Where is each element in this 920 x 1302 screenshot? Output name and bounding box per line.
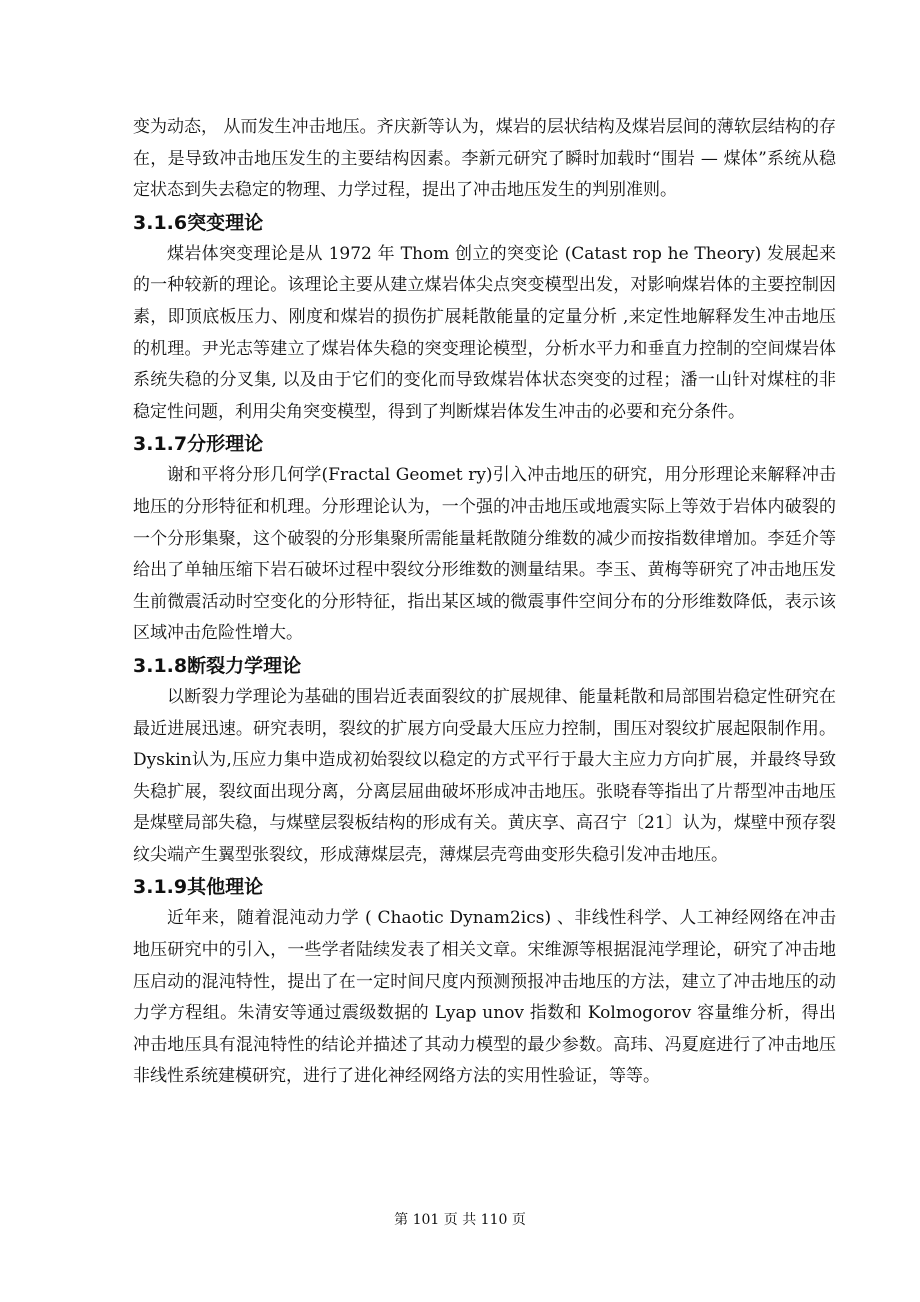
- paragraph-catastrophe-theory: 煤岩体突变理论是从 1972 年 Thom 创立的突变论 (Catast rop he Theory) 发展起来的一种较新的理论。该理论主要从建立煤岩体尖点突变模型出发，对影响煤岩体的主要控制因素，即顶底板压力、刚度和煤岩的损伤扩展耗散能量的定量分析 ,来定性地解释发生冲击地压的机理。尹光志等建立了煤岩体失稳的突变理论模型，分析水平力和垂直力控制的空间煤岩体系统失稳的分叉集, 以及由于它们的变化而导致煤岩体状态突变的过程；潘一山针对煤柱的非稳定性问题，利用尖角突变模型，得到了判断煤岩体发生冲击的必要和充分条件。: [133, 243, 836, 422]
- paragraph-other-theories: 近年来，随着混沌动力学 ( Chaotic Dynam2ics) 、非线性科学、人工神经网络在冲击地压研究中的引入，一些学者陆续发表了相关文章。宋维源等根据混沌学理论，研究了冲击地压启动的混沌特性，提出了在一定时间尺度内预测预报冲击地压的方法，建立了冲击地压的动力学方程组。朱清安等通过震级数据的 Lyap unov 指数和 Kolmogorov 容量维分析，得出冲击地压具有混沌特性的结论并描述了其动力模型的最少参数。高玮、冯夏庭进行了冲击地压非线性系统建模研究，进行了进化神经网络方法的实用性验证，等等。: [133, 908, 836, 1087]
- heading-3-1-8: 3.1.8断裂力学理论: [133, 654, 302, 677]
- document-body: [133, 112, 836, 1093]
- paragraph-intro: 变为动态， 从而发生冲击地压。齐庆新等认为，煤岩的层状结构及煤岩层间的薄软层结构的存在，是导致冲击地压发生的主要结构因素。李新元研究了瞬时加载时“围岩 — 煤体”系统从稳定状态到失去稳定的物理、力学过程，提出了冲击地压发生的判别准则。: [133, 117, 836, 201]
- paragraph-fractal-theory: 谢和平将分形几何学(Fractal Geomet ry)引入冲击地压的研究，用分形理论来解释冲击地压的分形特征和机理。分形理论认为，一个强的冲击地压或地震实际上等效于岩体内破裂的一个分形集聚，这个破裂的分形集聚所需能量耗散随分维数的减少而按指数律增加。李廷介等给出了单轴压缩下岩石破坏过程中裂纹分形维数的测量结果。李玉、黄梅等研究了冲击地压发生前微震活动时空变化的分形特征，指出某区域的微震事件空间分布的分形维数降低，表示该区域冲击危险性增大。: [133, 465, 836, 644]
- paragraph-fracture-mechanics: 以断裂力学理论为基础的围岩近表面裂纹的扩展规律、能量耗散和局部围岩稳定性研究在最近进展迅速。研究表明，裂纹的扩展方向受最大压应力控制，围压对裂纹扩展起限制作用。Dyskin认为,压应力集中造成初始裂纹以稳定的方式平行于最大主应力方向扩展，并最终导致失稳扩展，裂纹面出现分离，分离层屈曲破坏形成冲击地压。张晓春等指出了片帮型冲击地压是煤壁局部失稳，与煤壁层裂板结构的形成有关。黄庆享、高召宁〔21〕认为，煤壁中预存裂纹尖端产生翼型张裂纹，形成薄煤层壳，薄煤层壳弯曲变形失稳引发冲击地压。: [133, 686, 836, 865]
- page-footer: 第 101 页 共 110 页: [394, 1212, 526, 1228]
- heading-3-1-6: 3.1.6突变理论: [133, 211, 264, 234]
- heading-3-1-9: 3.1.9其他理论: [133, 876, 264, 899]
- heading-3-1-7: 3.1.7分形理论: [133, 433, 264, 456]
